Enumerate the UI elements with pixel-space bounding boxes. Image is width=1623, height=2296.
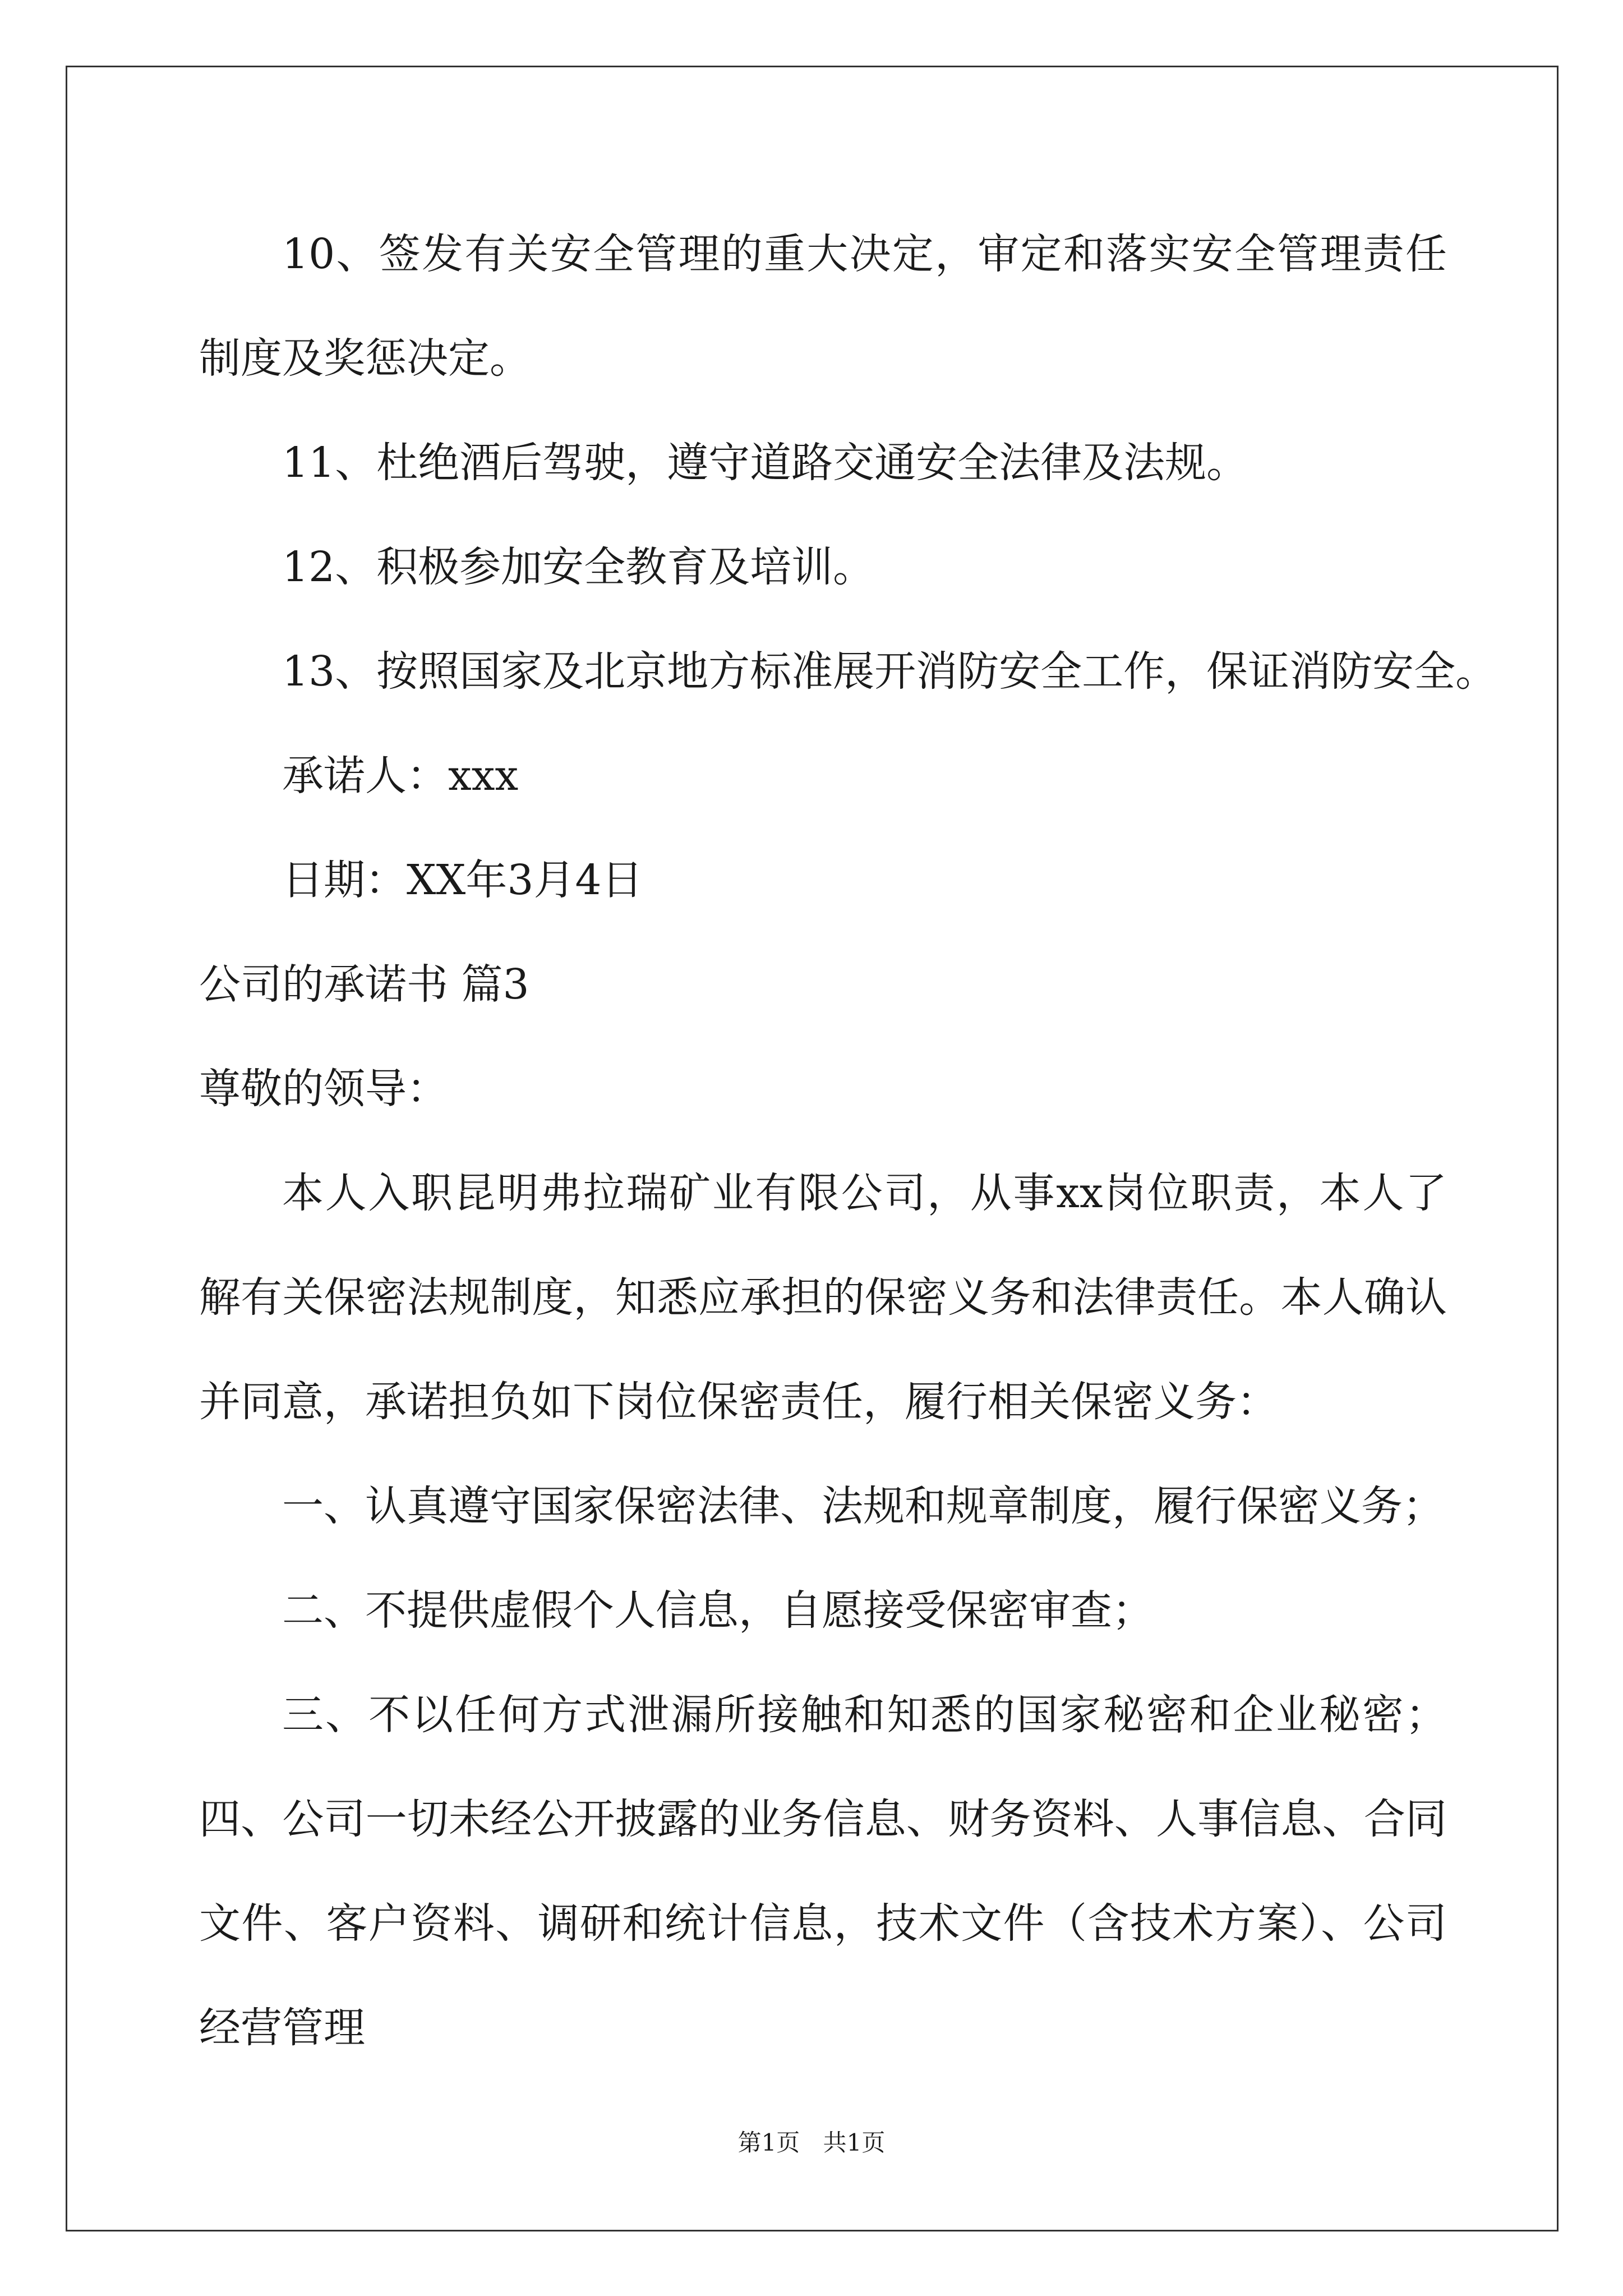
paragraph-item-10: 10、签发有关安全管理的重大决定，审定和落实安全管理责任制度及奖惩决定。 [199,230,1447,383]
paragraph-item-13: 13、按照国家及北京地方标准展开消防安全工作，保证消防安全。 [282,647,1497,696]
paragraph-item-11: 11、杜绝酒后驾驶，遵守道路交通安全法律及法规。 [282,439,1248,487]
clause-three-four: 三、不以任何方式泄漏所接触和知悉的国家秘密和企业秘密；四、公司一切未经公开披露的业务信息、财务资料、人事信息、合同文件、客户资料、调研和统计信息，技术文件（含技术方案）、公司经营管理 [199,1691,1447,2052]
document-body [199,202,1497,2080]
paragraph-item-12: 12、积极参加安全教育及培训。 [282,543,875,591]
clause-two: 二、不提供虚假个人信息，自愿接受保密审查； [282,1586,1154,1635]
page-total: 共1页 [823,2129,886,2156]
clause-one: 一、认真遵守国家保密法律、法规和规章制度，履行保密义务； [282,1482,1444,1530]
section-heading: 公司的承诺书 篇3 [199,960,529,1009]
signatory-line: 承诺人：xxx [282,752,519,800]
page-footer [0,2126,1623,2160]
page-number: 第1页 [737,2129,800,2156]
intro-paragraph: 本人入职昆明弗拉瑞矿业有限公司，从事xx岗位职责，本人了解有关保密法规制度，知悉应承担的保密义务和法律责任。本人确认并同意，承诺担负如下岗位保密责任，履行相关保密义务： [199,1169,1447,1426]
date-line: 日期：XX年3月4日 [282,856,643,904]
salutation: 尊敬的领导： [199,1065,448,1113]
